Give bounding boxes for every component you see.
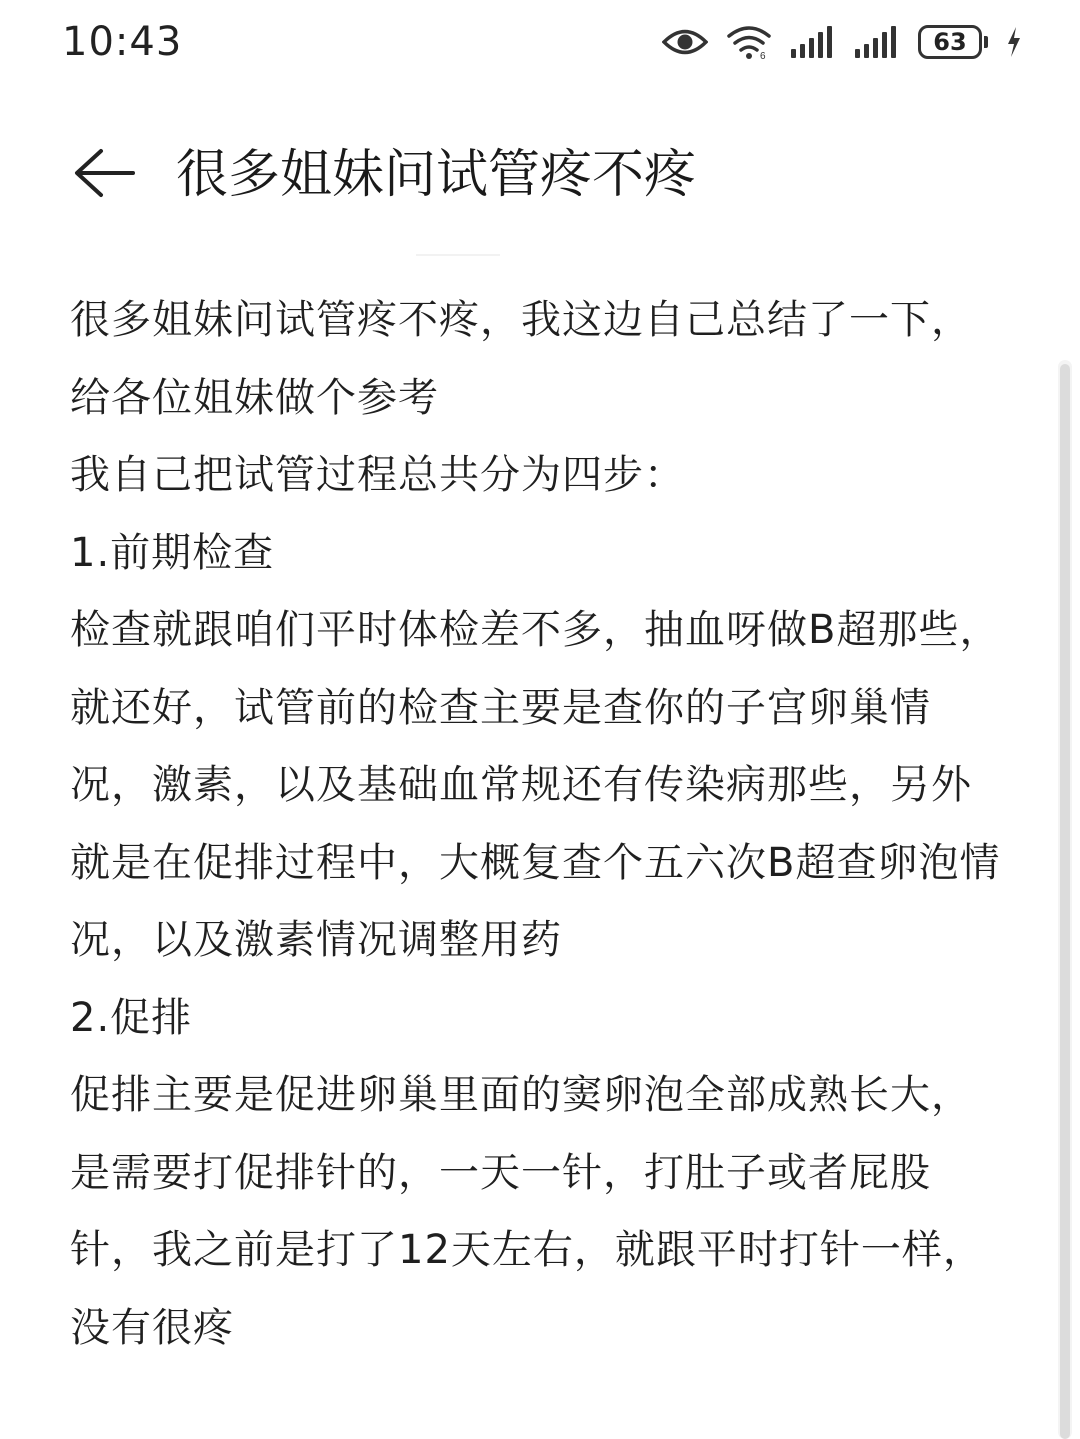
wifi-icon [726, 24, 772, 60]
page-title: 很多姐妹问试管疼不疼 [176, 145, 697, 205]
battery-level: 63 [918, 25, 982, 59]
charging-icon [1006, 26, 1022, 58]
paragraph: 检查就跟咱们平时体检差不多，抽血呀做B超那些，就还好，试管前的检查主要是查你的子宫卵巢情况，激素，以及基础血常规还有传染病那些，另外就是在促排过程中，大概复查个五六次B超查卵泡情况，以及激素情况调整用药 [70, 607, 1001, 963]
signal-icon [854, 25, 900, 59]
eye-icon [662, 27, 708, 57]
note-content [70, 282, 1010, 1367]
app-header [0, 120, 1080, 230]
section-heading: 1.前期检查 [70, 529, 275, 576]
status-bar [0, 0, 1080, 84]
section-heading: 2.促排 [70, 994, 193, 1041]
arrow-left-icon [73, 148, 135, 202]
back-button[interactable] [62, 140, 146, 210]
status-icons [662, 18, 1022, 66]
paragraph: 我自己把试管过程总共分为四步： [70, 452, 685, 498]
signal-icon [790, 25, 836, 59]
battery-icon [918, 25, 988, 59]
status-time: 10:43 [62, 19, 183, 65]
paragraph: 很多姐妹问试管疼不疼，我这边自己总结了一下，给各位姐妹做个参考 [70, 297, 972, 421]
paragraph: 促排主要是促进卵巢里面的窦卵泡全部成熟长大，是需要打促排针的，一天一针，打肚子或者屁股针，我之前是打了12天左右，就跟平时打针一样，没有很疼 [70, 1072, 984, 1351]
svg-text:6: 6 [760, 51, 766, 60]
scrollbar-thumb[interactable] [1060, 364, 1070, 1439]
header-divider [416, 254, 500, 256]
